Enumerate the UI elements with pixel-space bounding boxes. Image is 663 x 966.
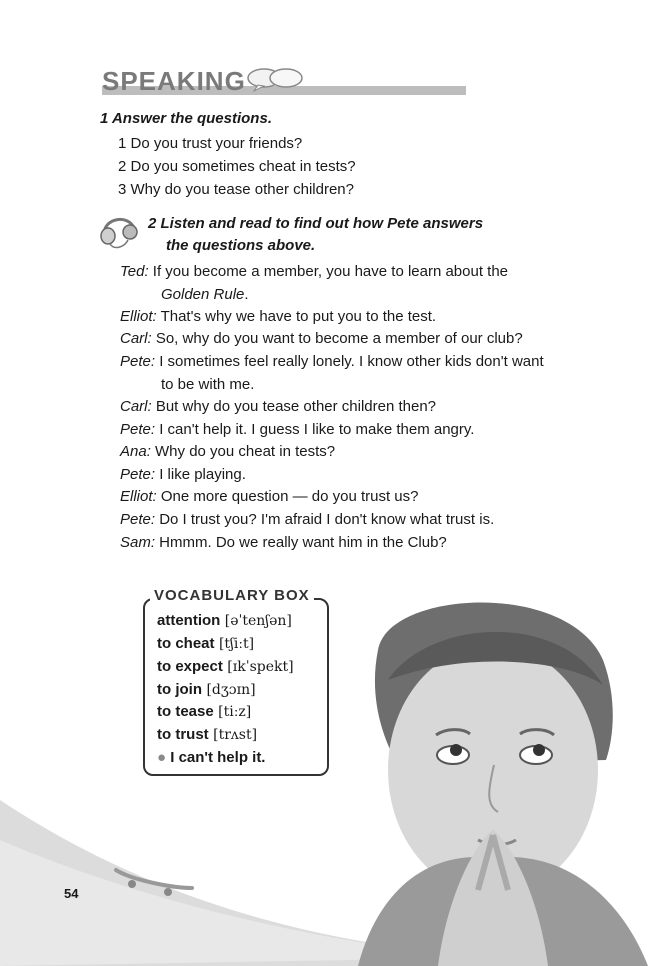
dialogue-text: One more question — do you trust us? [156,488,419,505]
task2-instruction-line2: the questions above. [166,237,316,254]
dialogue-text: Hmmm. Do we really want him in the Club? [155,534,447,551]
speaker: Ana: [120,443,151,460]
dialogue-text: So, why do you want to become a member of our club? [151,330,523,347]
dialogue-line [120,421,474,438]
vocab-phonetic: [trʌst] [208,727,258,743]
speaker: Elliot: [120,308,157,325]
dialogue-line [120,466,246,483]
vocab-phonetic: [tʃiːt] [214,636,255,652]
speaker: Elliot: [120,488,157,505]
vocab-item [157,703,251,720]
question-1: 1 Do you trust your friends? [118,135,303,152]
dialogue-line [120,534,447,551]
page-number: 54 [64,886,79,901]
speech-bubbles-icon [244,66,306,92]
vocab-phonetic: [ɪkˈspekt] [222,659,294,675]
vocabulary-title: VOCABULARY BOX [150,587,314,604]
dialogue-text: That's why we have to put you to the test. [156,308,437,325]
question-3: 3 Why do you tease other children? [118,181,354,198]
speaker: Ted: [120,263,149,280]
vocab-word: to trust [157,726,209,743]
dialogue-text: I like playing. [155,466,246,483]
dialogue-text: Why do you cheat in tests? [150,443,336,460]
dialogue-line [120,511,494,528]
speaker: Carl: [120,330,152,347]
speaker: Pete: [120,353,156,370]
dialogue-line [120,398,436,415]
task1-instruction: 1 Answer the questions. [100,110,272,127]
speaker: Pete: [120,466,156,483]
dialogue-line [120,330,523,347]
vocab-phonetic: [tiːz] [213,704,252,720]
vocab-phonetic: [əˈtenʃən] [220,613,292,629]
vocab-phrase-row [157,749,265,766]
vocab-word: to tease [157,703,214,720]
dialogue-line [120,443,335,460]
speaker: Sam: [120,534,156,551]
vocab-phonetic: [dʒɔɪn] [202,682,256,698]
speaker: Pete: [120,511,156,528]
dialogue-line [120,263,508,280]
vocab-phrase: I can't help it. [170,749,266,766]
dialogue-text: Golden Rule [161,286,245,303]
dialogue-text: I sometimes feel really lonely. I know other kids don't want [155,353,544,370]
dialogue-line [161,376,254,393]
dialogue-text: If you become a member, you have to learn about the [148,263,509,280]
boy-photo [318,590,663,966]
vocab-item [157,658,294,675]
section-title: SPEAKING [102,66,246,96]
vocab-item [157,635,254,652]
question-2: 2 Do you sometimes cheat in tests? [118,158,356,175]
bullet-icon: ● [157,749,171,766]
dialogue-line [120,353,544,370]
skateboard-icon [112,862,196,898]
vocab-item [157,612,292,629]
speaker: Carl: [120,398,152,415]
vocab-item [157,681,256,698]
dialogue-text: But why do you tease other children then? [151,398,437,415]
dialogue-text: to be with me. [161,376,255,393]
dialogue-text: I can't help it. I guess I like to make them angry. [155,421,475,438]
vocab-word: attention [157,612,221,629]
vocab-word: to cheat [157,635,215,652]
dialogue-line [120,488,419,505]
dialogue-text: Do I trust you? I'm afraid I don't know what trust is. [155,511,495,528]
vocab-item [157,726,257,743]
task2-instruction-line1: 2 Listen and read to find out how Pete answers [148,215,484,232]
speaker: Pete: [120,421,156,438]
dialogue-suffix: . [244,286,249,303]
vocab-word: to expect [157,658,223,675]
dialogue-line [161,286,249,303]
headphones-icon [98,210,142,250]
vocab-word: to join [157,681,202,698]
dialogue-line [120,308,436,325]
